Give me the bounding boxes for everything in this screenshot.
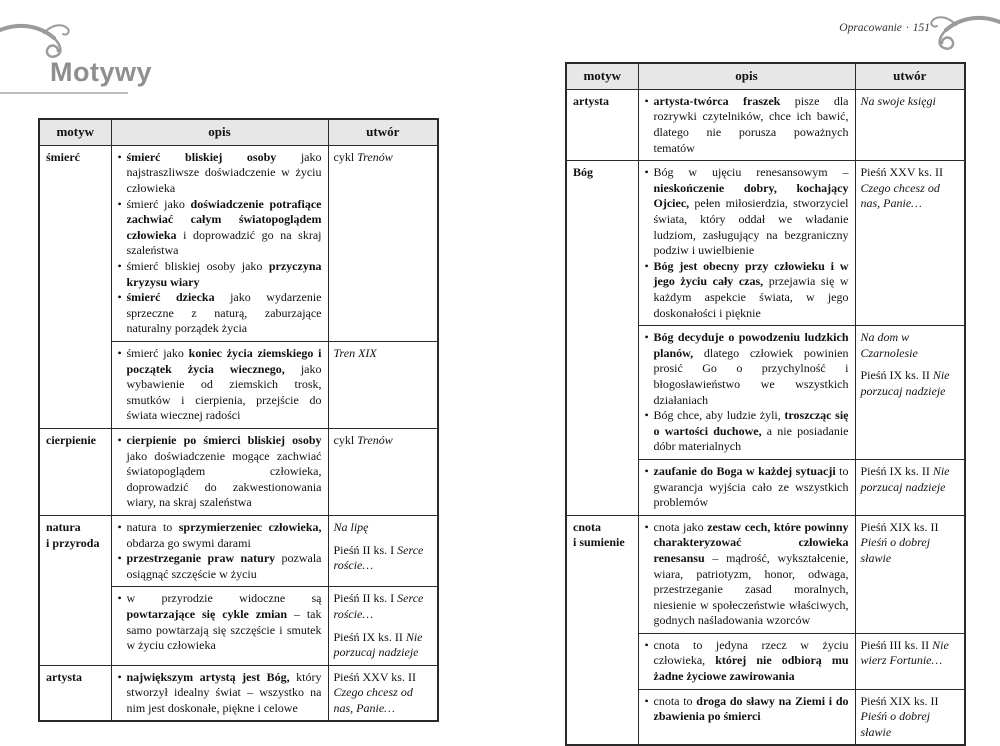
bullet-icon: •: [117, 346, 122, 361]
description-bullet: [645, 638, 849, 685]
bullet-icon: •: [644, 637, 649, 652]
bullet-text: największym artystą jest Bóg, który stworzył idealny świat – wszystko na nim jest doskonałe, piękne i celowe: [126, 669, 322, 715]
description-bullet: [645, 520, 849, 629]
bullet-icon: •: [644, 519, 649, 534]
work-title: cykl Trenów: [333, 432, 393, 447]
description-bullet: [118, 551, 322, 582]
bullet-text: przestrzeganie praw natury pozwala osiągnąć szczęście w życiu: [126, 551, 322, 581]
description-cell: [638, 459, 855, 515]
bullet-icon: •: [644, 93, 649, 108]
description-cell: [638, 161, 855, 326]
running-header-separator: ·: [905, 22, 909, 34]
motif-cell: cnota i sumienie: [566, 515, 638, 745]
description-cell: [638, 515, 855, 633]
description-bullet: [118, 591, 322, 653]
table-row: [39, 515, 438, 586]
motif-cell: śmierć: [39, 145, 111, 428]
motifs-table-left: [38, 118, 437, 722]
column-header-opis: opis: [638, 63, 855, 89]
bullet-text: śmierć jako doświadczenie potrafiące zachwiać całym światopoglądem człowieka i doprowadzić go na skraj szaleństwa: [126, 196, 322, 258]
bullet-text: natura to sprzymierzeniec człowieka, obdarza go swymi darami: [126, 519, 322, 550]
work-cell: [328, 145, 438, 341]
description-bullet: [118, 150, 322, 197]
bullet-text: cnota jako zestaw cech, które powinny charakteryzować człowieka renesansu – mądrość, wykształcenie, wiara, patriotyzm, honor, odwaga, przestrzeganie zasad moralnych, niesienie w społeczeństwie właściwych, godnych naśladowania wzorców: [653, 519, 849, 628]
description-bullet: [645, 694, 849, 725]
bullet-text: śmierć bliskiej osoby jako najstraszliwsze doświadczenie w życiu człowieka: [126, 149, 322, 196]
description-cell: [111, 665, 328, 721]
description-bullet: [118, 346, 322, 424]
work-cell: [328, 587, 438, 665]
description-cell: [111, 587, 328, 665]
description-cell: [638, 326, 855, 460]
column-header-motyw: motyw: [39, 119, 111, 145]
work-title: Pieśń XIX ks. II Pieśń o dobrej sławie: [860, 693, 939, 739]
description-cell: [111, 428, 328, 515]
description-bullet: [645, 94, 849, 156]
motifs-table-right: [565, 62, 965, 746]
bullet-text: artysta-twórca fraszek pisze dla rozrywki czytelników, chce ich bawić, dlatego nie porusza poważnych tematów: [653, 93, 849, 155]
work-title: Pieśń XXV ks. II Czego chcesz od nas, Panie…: [860, 165, 943, 211]
table-row: [39, 145, 438, 341]
bullet-icon: •: [644, 165, 649, 180]
bullet-text: Bóg decyduje o powodzeniu ludzkich planów, dlatego człowiek powinien prosić Go o przychylność i błogosławieństwo we wszystkich działaniach: [653, 330, 849, 407]
work-title: Pieśń II ks. I Serce roście…: [333, 542, 424, 573]
work-title: Pieśń XIX ks. II Pieśń o dobrej sławie: [860, 519, 939, 565]
motif-cell: natura i przyroda: [39, 515, 111, 665]
bullet-icon: •: [644, 330, 649, 345]
bullet-icon: •: [117, 669, 122, 684]
bullet-icon: •: [644, 408, 649, 423]
page-title: Motywy: [50, 57, 153, 87]
table-row: [566, 161, 965, 326]
work-title: Na lipę: [333, 519, 369, 534]
description-cell: [111, 342, 328, 429]
motif-cell: Bóg: [566, 161, 638, 515]
bullet-text: śmierć bliskiej osoby jako przyczyna kryzysu wiary: [126, 259, 322, 289]
corner-flourish-right: [910, 12, 1000, 60]
running-header-label: Opracowanie: [839, 22, 902, 34]
bullet-text: śmierć dziecka jako wydarzenie sprzeczne z naturą, zaburzające naturalny porządek życia: [126, 290, 322, 336]
motif-cell: artysta: [39, 665, 111, 721]
work-cell: [328, 342, 438, 429]
bullet-text: w przyrodzie widoczne są powtarzające się cykle zmian – tak samo powtarzają się szczęście i smutek w życiu człowieka: [126, 591, 322, 653]
bullet-icon: •: [117, 591, 122, 606]
work-cell: [855, 689, 965, 745]
bullet-icon: •: [117, 551, 122, 566]
bullet-icon: •: [117, 196, 122, 211]
work-title: Pieśń IX ks. II Nie porzucaj nadzieje: [333, 629, 423, 660]
bullet-text: cnota to droga do sławy na Ziemi i do zbawienia po śmierci: [653, 693, 849, 724]
bullet-icon: •: [644, 258, 649, 273]
bullet-text: Bóg w ujęciu renesansowym – nieskończenie dobry, kochający Ojciec, pełen miłosierdzia, stworzyciel świata, który oddał we władanie ludziom, zasługujący na bezgraniczny podziw i uwielbienie: [653, 165, 849, 258]
data-table: [565, 62, 966, 746]
table-row: [566, 515, 965, 633]
motif-cell: cierpienie: [39, 428, 111, 515]
page-number: 151: [912, 22, 930, 34]
description-bullet: [118, 290, 322, 337]
description-bullet: [645, 408, 849, 455]
data-table: [38, 118, 439, 722]
bullet-text: śmierć jako koniec życia ziemskiego i początek życia wiecznego, jako wybawienie od ziemskich trosk, smutków i cierpienia, przejście do świata wiecznej radości: [126, 346, 322, 423]
column-header-motyw: motyw: [566, 63, 638, 89]
table-row: [39, 428, 438, 515]
description-cell: [638, 689, 855, 745]
bullet-text: cierpienie po śmierci bliskiej osoby jako doświadczenie mogące zachwiać światopoglądem człowieka, doprowadzić do zakwestionowania wiary, na skraj szaleństwa: [126, 432, 322, 510]
work-cell: [855, 459, 965, 515]
description-bullet: [645, 165, 849, 259]
description-cell: [638, 89, 855, 160]
work-cell: [855, 633, 965, 689]
bullet-icon: •: [117, 432, 122, 447]
bullet-icon: •: [117, 290, 122, 305]
bullet-text: zaufanie do Boga w każdej sytuacji to gwarancja wyjścia cało ze wszystkich problemów: [653, 463, 849, 510]
description-bullet: [118, 197, 322, 259]
description-bullet: [118, 259, 322, 290]
description-bullet: [645, 259, 849, 321]
work-title: Pieśń IX ks. II Nie porzucaj nadzieje: [860, 463, 950, 494]
work-cell: [328, 515, 438, 586]
bullet-text: cnota to jedyna rzecz w życiu człowieka, której nie odbiorą mu żadne życiowe zawirowania: [653, 637, 849, 684]
description-bullet: [118, 520, 322, 551]
description-cell: [111, 145, 328, 341]
work-title: Tren XIX: [333, 346, 377, 361]
description-cell: [638, 633, 855, 689]
header-row: [566, 63, 965, 89]
work-cell: [328, 665, 438, 721]
work-cell: [855, 89, 965, 160]
description-cell: [111, 515, 328, 586]
work-cell: [855, 326, 965, 460]
work-title: cykl Trenów: [333, 149, 393, 164]
work-title: Na swoje księgi: [860, 93, 936, 108]
bullet-icon: •: [644, 463, 649, 478]
table-row: [39, 665, 438, 721]
work-cell: [855, 515, 965, 633]
running-header: [565, 22, 930, 34]
description-bullet: [118, 433, 322, 511]
table-row: [566, 89, 965, 160]
motif-cell: artysta: [566, 89, 638, 160]
work-title: Pieśń IX ks. II Nie porzucaj nadzieje: [860, 368, 950, 398]
description-bullet: [118, 670, 322, 717]
description-bullet: [645, 464, 849, 511]
column-header-utwór: utwór: [855, 63, 965, 89]
bullet-text: Bóg chce, aby ludzie żyli, troszcząc się o wartości duchowe, a nie posiadanie dóbr materialnych: [653, 408, 849, 454]
work-title: Na dom w Czarnolesie: [860, 330, 918, 360]
bullet-icon: •: [644, 693, 649, 708]
header-row: [39, 119, 438, 145]
work-cell: [328, 428, 438, 515]
bullet-icon: •: [117, 259, 122, 274]
work-title: Pieśń II ks. I Serce roście…: [333, 591, 424, 621]
column-header-utwór: utwór: [328, 119, 438, 145]
bullet-text: Bóg jest obecny przy człowieku i w jego życiu cały czas, przejawia się w każdym aspekcie świata, w jego doskonałości i pięknie: [653, 258, 849, 320]
column-header-opis: opis: [111, 119, 328, 145]
work-title: Pieśń XXV ks. II Czego chcesz od nas, Panie…: [333, 669, 416, 715]
title-rule: [0, 92, 128, 94]
bullet-icon: •: [117, 149, 122, 164]
bullet-icon: •: [117, 519, 122, 534]
work-title: Pieśń III ks. II Nie wierz Fortunie…: [860, 637, 949, 668]
description-bullet: [645, 330, 849, 408]
work-cell: [855, 161, 965, 326]
